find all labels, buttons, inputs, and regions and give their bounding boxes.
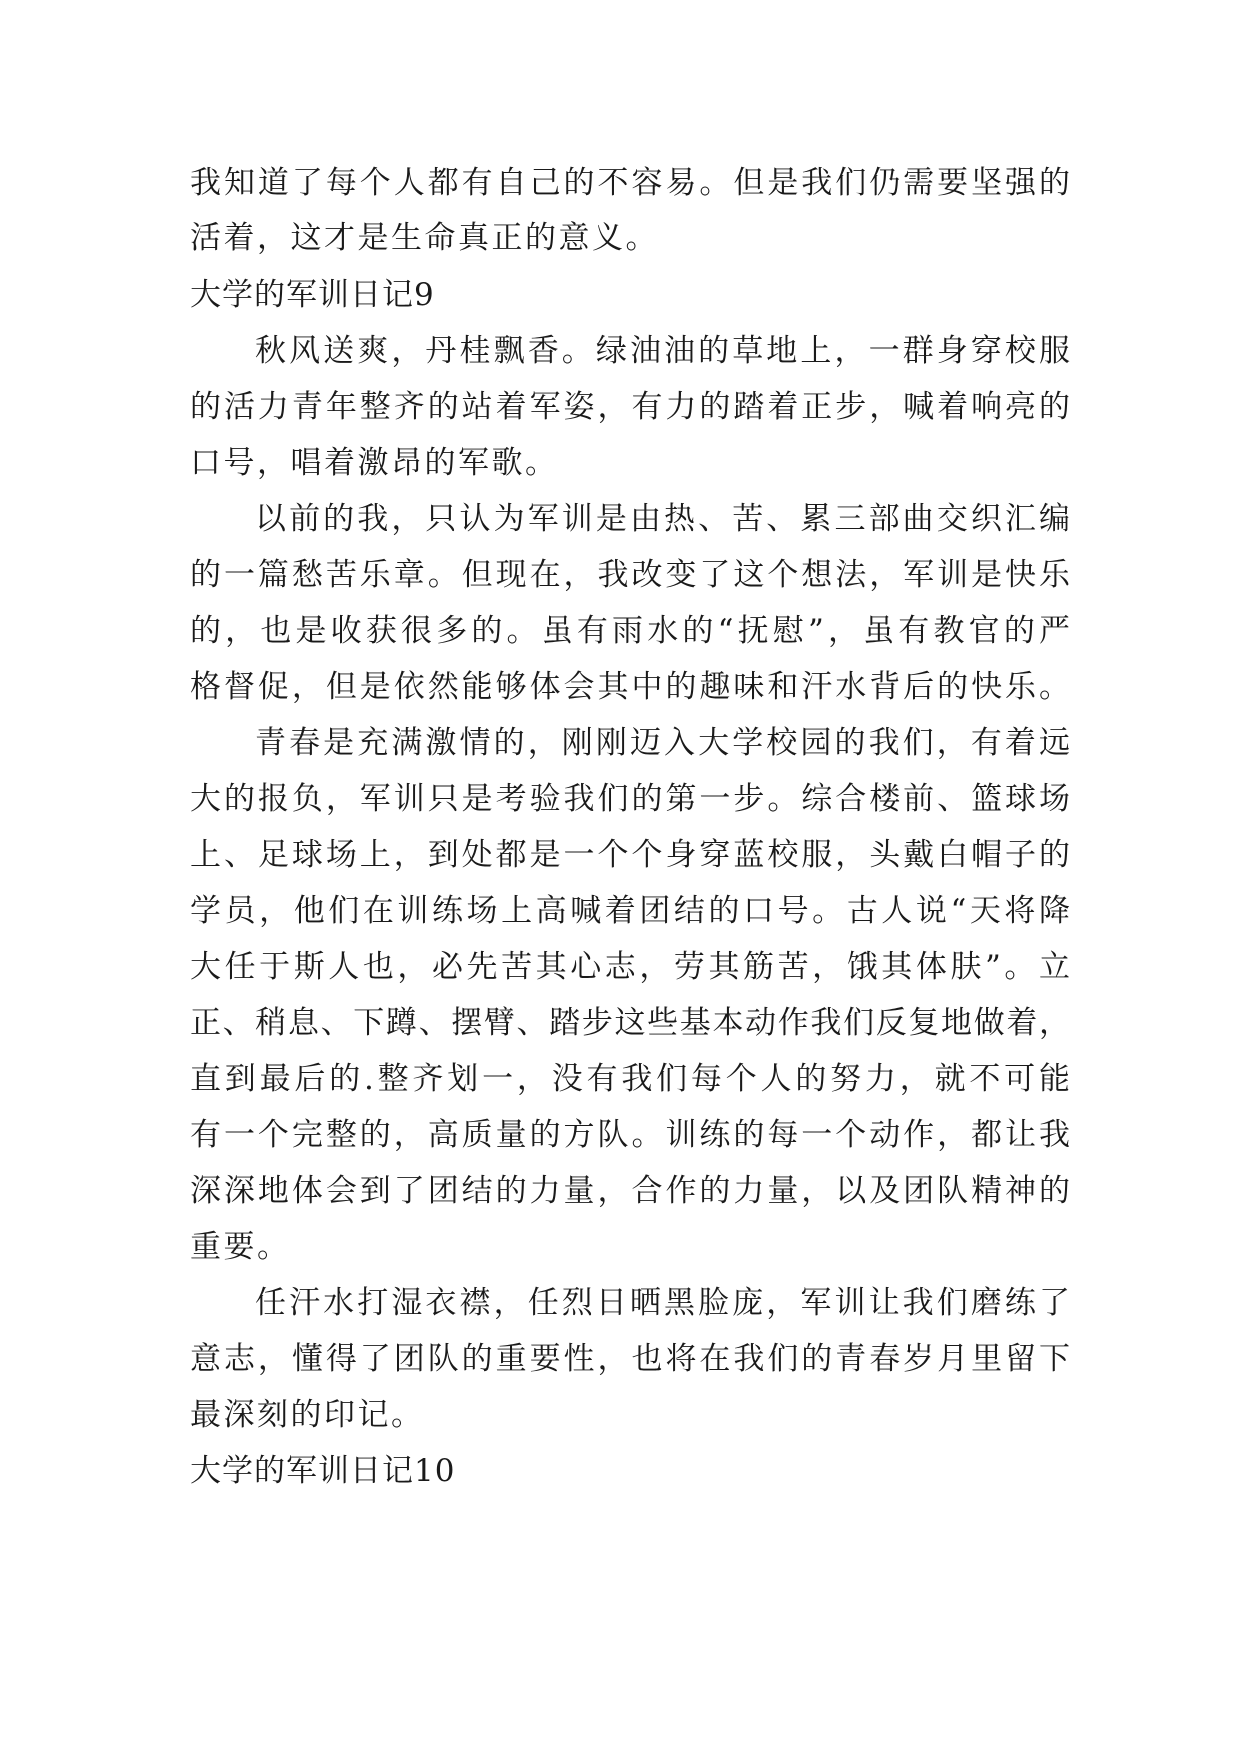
paragraph-line: 重要。 bbox=[190, 1229, 291, 1265]
paragraph-line: 大的报负，军训只是考验我们的第一步。综合楼前、篮球场 bbox=[190, 781, 1070, 817]
paragraph-line: 的，也是收获很多的。虽有雨水的“抚慰”，虽有教官的严 bbox=[190, 613, 1070, 649]
paragraph-line: 有一个完整的，高质量的方队。训练的每一个动作，都让我 bbox=[190, 1117, 1070, 1153]
section-heading: 大学的军训日记10 bbox=[190, 1453, 456, 1489]
paragraph-line: 口号，唱着激昂的军歌。 bbox=[190, 445, 559, 481]
paragraph-line: 的一篇愁苦乐章。但现在，我改变了这个想法，军训是快乐 bbox=[190, 557, 1070, 593]
paragraph-line: 活着，这才是生命真正的意义。 bbox=[190, 220, 659, 256]
paragraph-line: 意志，懂得了团队的重要性，也将在我们的青春岁月里留下 bbox=[190, 1341, 1070, 1377]
paragraph-line: 深深地体会到了团结的力量，合作的力量，以及团队精神的 bbox=[190, 1173, 1070, 1209]
paragraph-line: 我知道了每个人都有自己的不容易。但是我们仍需要坚强的 bbox=[190, 165, 1070, 201]
paragraph-line: 格督促，但是依然能够体会其中的趣味和汗水背后的快乐。 bbox=[190, 669, 1070, 705]
paragraph-line: 上、足球场上，到处都是一个个身穿蓝校服，头戴白帽子的 bbox=[190, 837, 1070, 873]
paragraph-line: 任汗水打湿衣襟，任烈日晒黑脸庞，军训让我们磨练了 bbox=[255, 1285, 1070, 1321]
paragraph-line: 正、稍息、下蹲、摆臂、踏步这些基本动作我们反复地做着， bbox=[190, 1005, 1070, 1041]
paragraph-line: 直到最后的.整齐划一，没有我们每个人的努力，就不可能 bbox=[190, 1061, 1070, 1097]
section-heading: 大学的军训日记9 bbox=[190, 277, 435, 313]
paragraph-line: 学员，他们在训练场上高喊着团结的口号。古人说“天将降 bbox=[190, 893, 1070, 929]
paragraph-line: 以前的我，只认为军训是由热、苦、累三部曲交织汇编 bbox=[255, 501, 1070, 537]
paragraph-line: 青春是充满激情的，刚刚迈入大学校园的我们，有着远 bbox=[255, 725, 1070, 761]
paragraph-line: 大任于斯人也，必先苦其心志，劳其筋苦，饿其体肤”。立 bbox=[190, 949, 1070, 985]
paragraph-line: 的活力青年整齐的站着军姿，有力的踏着正步，喊着响亮的 bbox=[190, 389, 1070, 425]
paragraph-line: 最深刻的印记。 bbox=[190, 1397, 425, 1433]
paragraph-line: 秋风送爽，丹桂飘香。绿油油的草地上，一群身穿校服 bbox=[255, 333, 1070, 369]
